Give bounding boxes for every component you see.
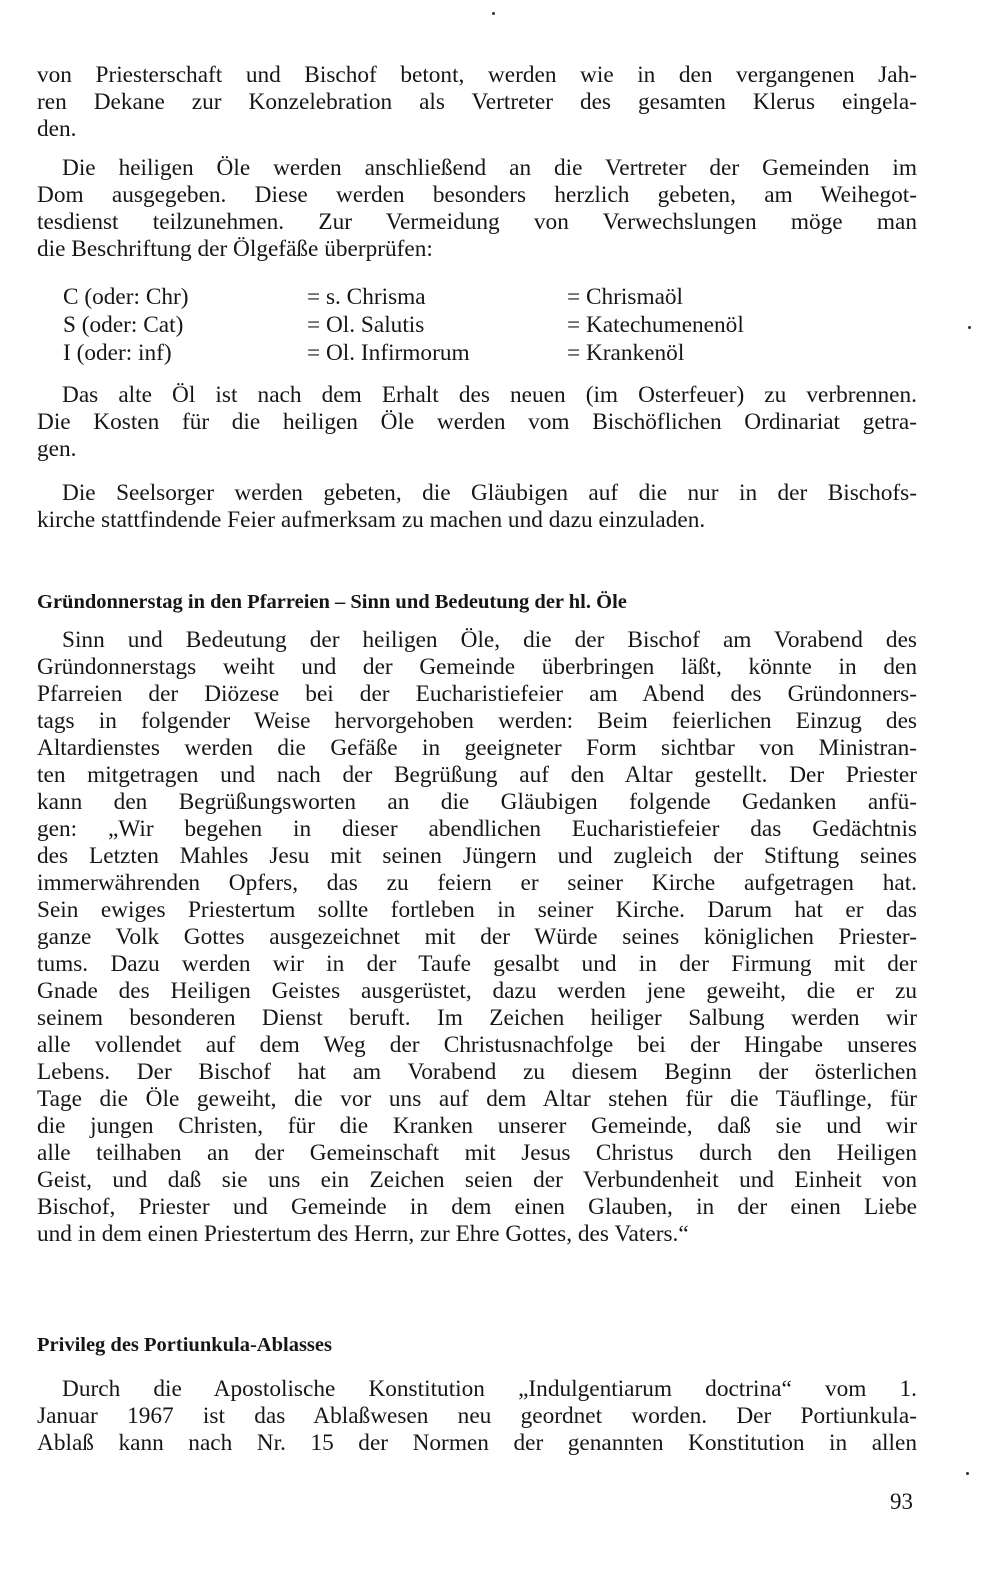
text-line: Gründonnerstags weiht und der Gemeinde überbringen läßt, könnte in den bbox=[37, 654, 917, 680]
paragraph-altes-oel bbox=[37, 382, 917, 463]
scan-speck bbox=[492, 12, 495, 15]
text-line: tags in folgender Weise hervorgehoben werden: Beim feierlichen Einzug des bbox=[37, 708, 917, 734]
text-line: und in dem einen Priestertum des Herrn, zur Ehre Gottes, des Vaters.“ bbox=[37, 1221, 689, 1247]
scan-speck bbox=[968, 326, 971, 329]
text-line: tesdienst teilzunehmen. Zur Vermeidung von Verwechslungen möge man bbox=[37, 209, 917, 235]
text-line: immerwährenden Opfers, das zu feiern er seiner Kirche aufgetragen hat. bbox=[37, 870, 917, 896]
text-line: seinem besonderen Dienst beruft. Im Zeichen heiliger Salbung werden wir bbox=[37, 1005, 917, 1031]
paragraph-portiunkula bbox=[37, 1376, 917, 1457]
text-line: Ablaß kann nach Nr. 15 der Normen der genannten Konstitution in allen bbox=[37, 1430, 917, 1456]
text-line: die jungen Christen, für die Kranken unserer Gemeinde, daß sie und wir bbox=[37, 1113, 917, 1139]
text-line: ten mitgetragen und nach der Begrüßung auf den Altar gestellt. Der Priester bbox=[37, 762, 917, 788]
text-line: kirche stattfindende Feier aufmerksam zu machen und dazu einzuladen. bbox=[37, 507, 706, 533]
oil-latin: = s. Chrisma bbox=[307, 284, 426, 310]
text-line: alle vollendet auf dem Weg der Christusnachfolge bei der Hingabe unseres bbox=[37, 1032, 917, 1058]
oil-code: I (oder: inf) bbox=[63, 340, 172, 366]
section-heading-portiunkula: Privileg des Portiunkula-Ablasses bbox=[37, 1334, 332, 1356]
text-line: ganze Volk Gottes ausgezeichnet mit der Würde seines königlichen Priester- bbox=[37, 924, 917, 950]
text-line: gen. bbox=[37, 436, 77, 462]
paragraph-oele-ausgabe bbox=[37, 155, 917, 263]
text-line: Januar 1967 ist das Ablaßwesen neu geordnet worden. Der Portiunkula- bbox=[37, 1403, 917, 1429]
paragraph-dekane bbox=[37, 62, 917, 143]
section-heading-gruendonnerstag: Gründonnerstag in den Pfarreien – Sinn und Bedeutung der hl. Öle bbox=[37, 591, 627, 613]
text-line: ren Dekane zur Konzelebration als Vertreter des gesamten Klerus eingela- bbox=[37, 89, 917, 115]
text-line: Lebens. Der Bischof hat am Vorabend zu diesem Beginn der österlichen bbox=[37, 1059, 917, 1085]
text-line: Altardienstes werden die Gefäße in geeigneter Form sichtbar von Ministran- bbox=[37, 735, 917, 761]
text-line: Sinn und Bedeutung der heiligen Öle, die der Bischof am Vorabend des bbox=[62, 627, 917, 653]
text-line: Durch die Apostolische Konstitution „Indulgentiarum doctrina“ vom 1. bbox=[62, 1376, 917, 1402]
oil-german: = Krankenöl bbox=[567, 340, 685, 366]
oil-code: S (oder: Cat) bbox=[63, 312, 184, 338]
text-line: die Beschriftung der Ölgefäße überprüfen: bbox=[37, 236, 433, 262]
paragraph-sinn-bedeutung bbox=[37, 627, 917, 1248]
text-line: den. bbox=[37, 116, 77, 142]
oil-latin: = Ol. Salutis bbox=[307, 312, 425, 338]
oil-german: = Chrismaöl bbox=[567, 284, 684, 310]
oil-german: = Katechumenenöl bbox=[567, 312, 744, 338]
text-line: gen: „Wir begehen in dieser abendlichen Eucharistiefeier das Gedächtnis bbox=[37, 816, 917, 842]
oil-code: C (oder: Chr) bbox=[63, 284, 189, 310]
text-line: Dom ausgegeben. Diese werden besonders herzlich gebeten, am Weihegot- bbox=[37, 182, 917, 208]
paragraph-seelsorger bbox=[37, 480, 917, 534]
scan-speck bbox=[966, 1472, 969, 1475]
oil-label-table bbox=[63, 283, 863, 367]
text-line: Gnade des Heiligen Geistes ausgerüstet, dazu werden jene geweiht, die er zu bbox=[37, 978, 917, 1004]
page-number: 93 bbox=[890, 1489, 913, 1514]
text-line: Tage die Öle geweiht, die vor uns auf dem Altar stehen für die Täuflinge, für bbox=[37, 1086, 917, 1112]
oil-row-salutis bbox=[63, 311, 863, 339]
text-line: kann den Begrüßungsworten an die Gläubigen folgende Gedanken anfü- bbox=[37, 789, 917, 815]
text-line: Die Kosten für die heiligen Öle werden vom Bischöflichen Ordinariat getra- bbox=[37, 409, 917, 435]
text-line: Geist, und daß sie uns ein Zeichen seien der Verbundenheit und Einheit von bbox=[37, 1167, 917, 1193]
oil-row-chrisma bbox=[63, 283, 863, 311]
text-line: des Letzten Mahles Jesu mit seinen Jüngern und zugleich der Stiftung seines bbox=[37, 843, 917, 869]
text-line: alle teilhaben an der Gemeinschaft mit Jesus Christus durch den Heiligen bbox=[37, 1140, 917, 1166]
text-line: Die Seelsorger werden gebeten, die Gläubigen auf die nur in der Bischofs- bbox=[62, 480, 917, 506]
oil-latin: = Ol. Infirmorum bbox=[307, 340, 470, 366]
text-line: Sein ewiges Priestertum sollte fortleben in seiner Kirche. Darum hat er das bbox=[37, 897, 917, 923]
text-line: von Priesterschaft und Bischof betont, werden wie in den vergangenen Jah- bbox=[37, 62, 917, 88]
text-line: Die heiligen Öle werden anschließend an die Vertreter der Gemeinden im bbox=[62, 155, 917, 181]
text-line: Bischof, Priester und Gemeinde in dem einen Glauben, in der einen Liebe bbox=[37, 1194, 917, 1220]
text-line: Pfarreien der Diözese bei der Eucharistiefeier am Abend des Gründonners- bbox=[37, 681, 917, 707]
text-line: Das alte Öl ist nach dem Erhalt des neuen (im Osterfeuer) zu verbrennen. bbox=[62, 382, 917, 408]
text-line: tums. Dazu werden wir in der Taufe gesalbt und in der Firmung mit der bbox=[37, 951, 917, 977]
oil-row-infirmorum bbox=[63, 339, 863, 367]
